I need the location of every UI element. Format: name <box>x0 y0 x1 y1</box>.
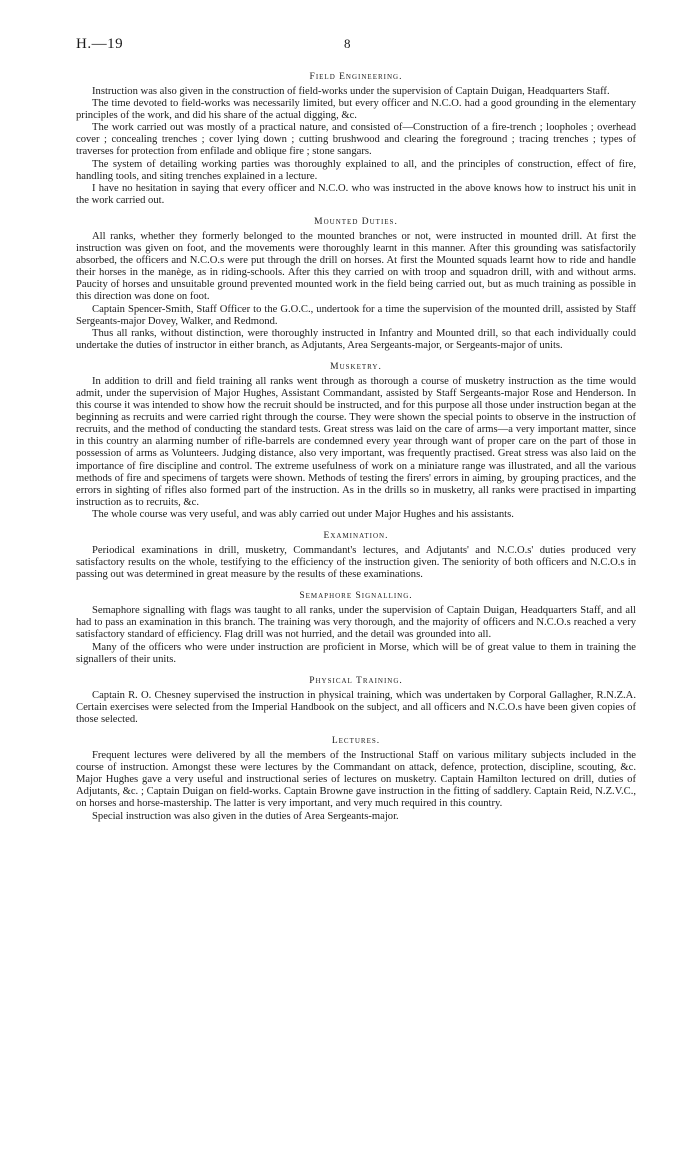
section-physical-training <box>76 676 636 726</box>
paragraph: The system of detailing working parties was thoroughly explained to all, and the principles of construction, effect of fire, handling tools, and siting trenches explained in a lecture. <box>76 158 636 182</box>
paragraph: Instruction was also given in the construction of field-works under the supervision of Captain Duigan, Headquarters Staff. <box>92 86 610 97</box>
paragraph: All ranks, whether they formerly belonged to the mounted branches or not, were instructed in mounted drill. At first the instruction was given on foot, and the movements were thoroughly learnt in this manner. After this grounding was satisfactorily absorbed, the officers and N.C.O.s were put through the drill on horses. At first the Mounted squads learnt how to ride and handle their horses in the manège, as in riding-schools. After this they carried on with troop and squadron drill, with and without arms. Paucity of horses and unsuitable ground prevented mounted work in the field being carried out, but as much training as possible in this direction was done on foot. <box>76 230 636 303</box>
paragraph: The time devoted to field-works was necessarily limited, but every officer and N.C.O. had a good grounding in the elementary principles of the work, and did his share of the actual digging, &c. <box>76 98 636 122</box>
section-title: Semaphore Signalling. <box>299 591 413 602</box>
section-title: Musketry. <box>330 361 382 372</box>
paragraph: I have no hesitation in saying that every officer and N.C.O. who was instructed in the above knows how to instruct his unit in the work carried out. <box>76 182 636 206</box>
paragraph: Thus all ranks, without distinction, were thoroughly instructed in Infantry and Mounted drill, so that each individually could undertake the duties of instructor in either branch, as Adjutants, Area Sergeants-major, or Sergeants-major of units. <box>76 327 636 351</box>
section-title: Mounted Duties. <box>314 216 398 227</box>
paragraph: Frequent lectures were delivered by all the members of the Instructional Staff on various military subjects included in the course of instruction. Amongst these were lectures by the Commandant on attack, defence, protection, discipline, scouting, &c. Major Hughes gave a very useful and instructional series of lectures on musketry. Captain Hamilton lectured on drill, duties of Adjutants, &c. ; Captain Duigan on field-works. Captain Browne gave instruction in the fitting of saddlery. Captain Reid, N.Z.V.C., on horses and horse-mastership. The latter is very important, and very much required in this country. <box>76 750 636 810</box>
section-title: Physical Training. <box>309 675 403 686</box>
section-examination <box>76 531 636 581</box>
paragraph: Many of the officers who were under instruction are proficient in Morse, which will be of great value to them in training the signallers of their units. <box>76 641 636 665</box>
section-field-engineering <box>76 72 636 207</box>
section-title: Lectures. <box>331 736 381 747</box>
paragraph: Semaphore signalling with flags was taught to all ranks, under the supervision of Captain Duigan, Headquarters Staff, and all had to pass an examination in this branch. The training was very thorough, and the majority of officers and N.C.O.s reached a very satisfactory standard of efficiency. Flag drill was not hurried, and the detail was grounded into all. <box>76 605 636 641</box>
page-number: 8 <box>344 36 351 51</box>
page-header <box>76 0 636 62</box>
paragraph: Captain R. O. Chesney supervised the instruction in physical training, which was undertaken by Corporal Gallagher, R.N.Z.A. Certain exercises were selected from the Imperial Handbook on the subject, and all officers and N.C.O.s have been given copies of those selected. <box>76 689 636 725</box>
section-title: Field Engineering. <box>309 72 403 82</box>
paragraph: The whole course was very useful, and was ably carried out under Major Hughes and his assistants. <box>92 508 514 520</box>
document-reference: H.—19 <box>76 36 124 52</box>
paragraph: The work carried out was mostly of a practical nature, and consisted of—Construction of a fire-trench ; loopholes ; overhead cover ; concealing trenches ; cover lying down ; cutting brushwood and clearing the foreground ; tracing trenches ; types of traverses for protection from enfilade and oblique fire ; stone sangars. <box>76 122 636 158</box>
section-musketry <box>76 362 636 521</box>
paragraph: Captain Spencer-Smith, Staff Officer to the G.O.C., undertook for a time the supervision of the mounted drill, assisted by Staff Sergeants-major Dovey, Walker, and Redmond. <box>76 303 636 327</box>
paragraph: In addition to drill and field training all ranks went through as thorough a course of musketry instruction as the time would admit, under the supervision of Major Hughes, Assistant Commandant, assisted by Staff Sergeants-major Rose and Henderson. In this course it was intended to show how the recruit should be instructed, and for this purpose all those under instruction began at the beginning as recruits and were carried right through the course. They were shown the special points to observe in the instruction of recruits, and the method of conducting the standard tests. Great stress was laid on the care of arms—a very important matter, since in this country an alarming number of rifle-barrels are condemned every year through want of proper care on the part of those in possession of arms as Volunteers. Judging distance, also very important, was frequently practised. Great stress was also laid on the importance of fire discipline and control. The extreme usefulness of work on a miniature range was illustrated, and all the various methods of fire and specimens of targets were shown. Methods of testing the firers' errors in aiming, by grouping practices, and the errors in sighting of rifles also formed part of the instruction. As in the drills so in musketry, all ranks were practised in imparting instruction as to recruits, &c. <box>76 375 636 508</box>
section-title: Examination. <box>323 531 389 541</box>
section-semaphore-signalling <box>76 591 636 665</box>
paragraph: Periodical examinations in drill, musketry, Commandant's lectures, and Adjutants' and N.C.O.s' duties produced very satisfactory results on the whole, testifying to the efficiency of the instruction given. The seniority of both officers and N.C.O.s in passing out was determined in great measure by the results of these examinations. <box>76 545 636 581</box>
paragraph: Special instruction was also given in the duties of Area Sergeants-major. <box>92 810 399 822</box>
section-mounted-duties <box>76 217 636 352</box>
section-lectures <box>76 736 636 823</box>
